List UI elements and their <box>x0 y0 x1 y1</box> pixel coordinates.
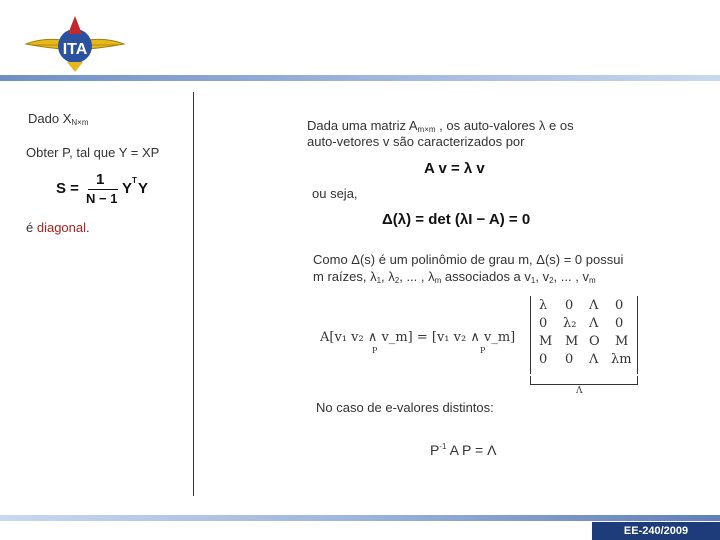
header-bar <box>0 75 720 81</box>
left-line-2: Obter P, tal que Y = XP <box>26 145 160 160</box>
covariance-formula: S = 1 N − 1 Y T Y <box>56 171 149 206</box>
course-label: EE-240/2009 <box>592 522 720 540</box>
right-para-1-line-2: auto-vetores v são caracterizados por <box>307 134 525 149</box>
final-equation: $P^{-1}$ A P = Λ <box>430 442 497 458</box>
matrix-p-label-2: P <box>480 346 486 355</box>
characteristic-equation: Δ(λ) = det (λI − A) = 0 <box>382 211 531 228</box>
diagonal-matrix: λ 0 Λ 0 0 λ₂ Λ 0 M M O M 0 0 Λ λm <box>530 296 638 374</box>
footer-bar <box>0 515 720 521</box>
right-para-1-line-1: Dada uma matriz $A_{m\times m}$ , os auto-valores λ e os <box>307 118 574 134</box>
ou-seja-text: ou seja, <box>312 186 358 201</box>
right-para-2-line-2: m raízes, $\lambda_1$, $\lambda_2$, ... , $\lambda_m$ associados a $v_1$, $v_2$, ... , $v_m$ <box>313 269 596 285</box>
right-para-3: No caso de e-valores distintos: <box>316 400 494 415</box>
left-line-1: Dado $X_{N\times m}$ <box>28 111 89 127</box>
eigen-equation: A v = λ v <box>424 160 485 177</box>
right-para-2-line-1: Como Δ(s) é um polinômio de grau m, Δ(s) = 0 possui <box>313 252 624 267</box>
matrix-p-label-1: P <box>372 346 378 355</box>
column-divider <box>193 92 194 496</box>
left-line-3: é diagonal. <box>26 220 90 235</box>
matrix-underbrace <box>530 376 638 385</box>
svg-text:ITA: ITA <box>62 41 88 58</box>
ita-logo <box>22 14 128 74</box>
matrix-lambda-label: Λ <box>576 386 583 396</box>
matrix-equation: A[v₁ v₂ ∧ v_m] = [v₁ v₂ ∧ v_m] <box>320 330 516 345</box>
